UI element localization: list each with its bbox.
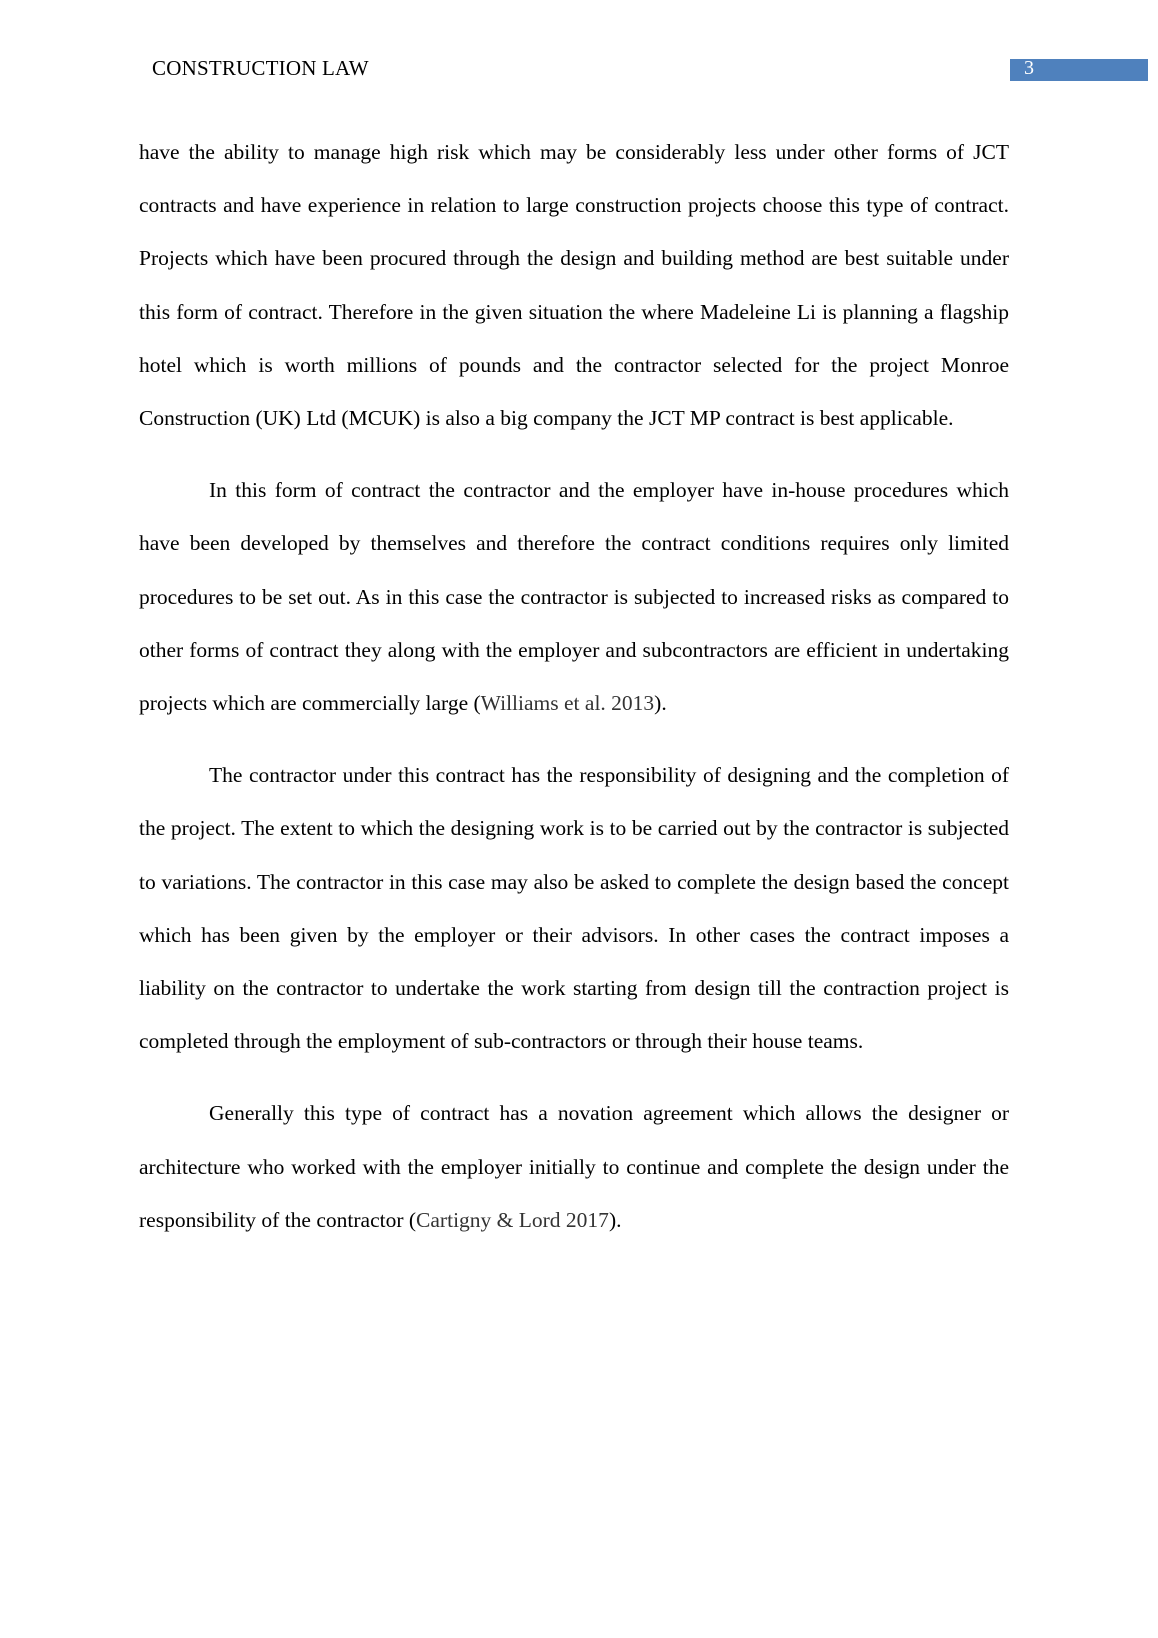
paragraph-2 <box>139 464 1009 730</box>
citation-williams: Williams et al. 2013 <box>480 691 655 716</box>
paragraph-4 <box>139 1087 1009 1247</box>
paragraph-1 <box>139 126 1009 445</box>
document-body <box>139 126 1009 1266</box>
paragraph-3-text: The contractor under this contract has the responsibility of designing and the completion of the project. The extent to which the designing work is to be carried out by the contractor is subjected to variations. The contractor in this case may also be asked to complete the design based the concept which has been given by the employer or their advisors. In other cases the contract imposes a liability on the contractor to undertake the work starting from design till the contraction project is completed through the employment of sub-contractors or through their house teams. <box>139 763 1009 1054</box>
page-number: 3 <box>1024 57 1034 79</box>
paragraph-1-text: have the ability to manage high risk which may be considerably less under other forms of JCT contracts and have experience in relation to large construction projects choose this type of contract. Projects which have been procured through the design and building method are best suitable under this form of contract. Therefore in the given situation the where Madeleine Li is planning a flagship hotel which is worth millions of pounds and the contractor selected for the project Monroe Construction (UK) Ltd (MCUK) is also a big company the JCT MP contract is best applicable. <box>139 140 1009 431</box>
citation-cartigny: Cartigny & Lord 2017 <box>416 1207 609 1232</box>
paragraph-3 <box>139 749 1009 1068</box>
page-number-badge <box>1010 59 1148 81</box>
paragraph-4-text: Generally this type of contract has a novation agreement which allows the designer or architecture who worked with the employer initially to continue and complete the design under the responsibility of the contractor ( <box>139 1101 1009 1232</box>
paragraph-4-closing: ). <box>608 1207 622 1232</box>
paragraph-2-text: In this form of contract the contractor and the employer have in-house procedures which have been developed by themselves and therefore the contract conditions requires only limited procedures to be set out. As in this case the contractor is subjected to increased risks as compared to other forms of contract they along with the employer and subcontractors are efficient in undertaking projects which are commercially large ( <box>139 478 1009 716</box>
paragraph-2-closing: ). <box>654 691 667 716</box>
running-header-title: CONSTRUCTION LAW <box>152 56 369 80</box>
